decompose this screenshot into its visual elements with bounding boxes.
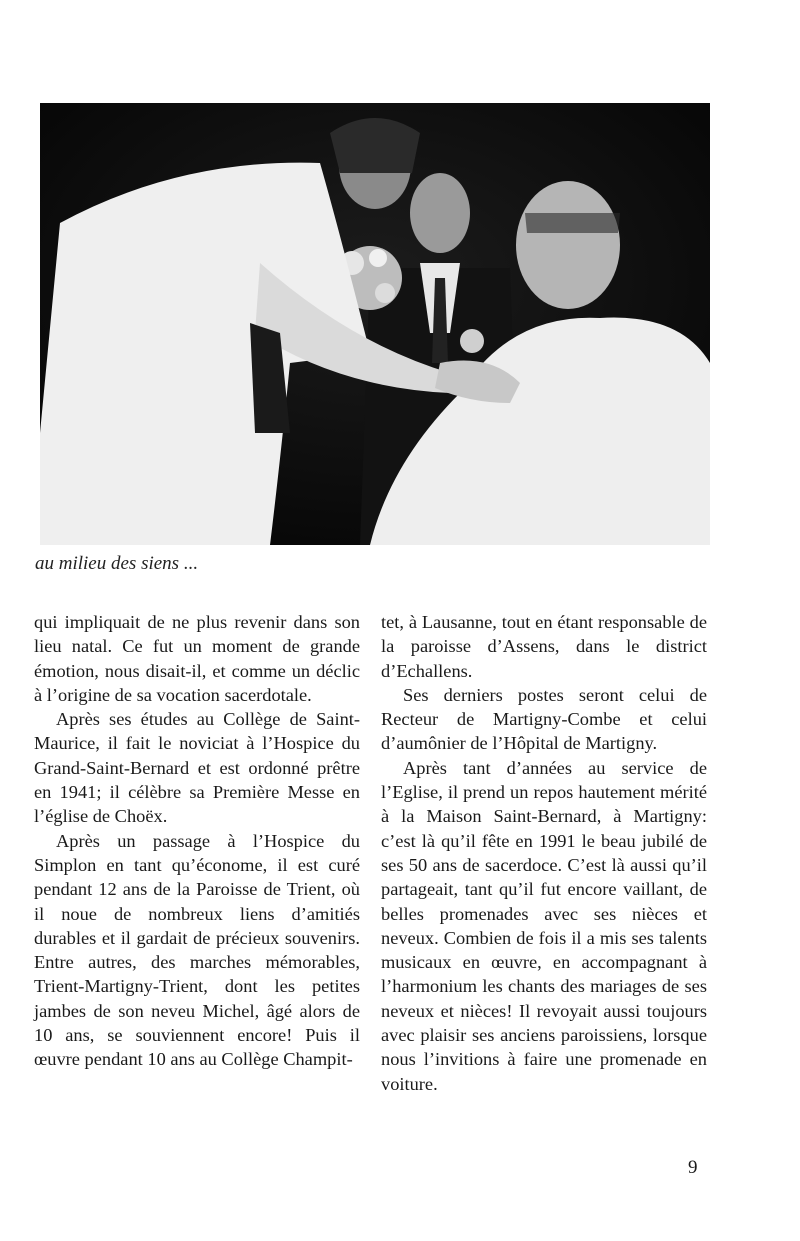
page-number: 9 bbox=[688, 1157, 698, 1178]
paragraph: Après un passage à l’Hospice du Simplon en tant qu’économe, il est curé pendant 12 ans de la Paroisse de Trient, où il noue de nombreux liens d’amitiés durables et il gardait de précieux souvenirs. Entre autres, des marches mémorables, Trient-Martigny-Trient, dont les petites jambes de son neveu Michel, âgé alors de 10 ans, se souviennent encore! Puis il œuvre pendant 10 ans au Collège Champit- bbox=[34, 830, 360, 1070]
photo bbox=[40, 103, 710, 545]
left-column bbox=[34, 610, 360, 1072]
photo-caption: au milieu des siens ... bbox=[35, 553, 199, 574]
paragraph: Après ses études au Collège de Saint-Maurice, il fait le noviciat à l’Hospice du Grand-Saint-Bernard et est ordonné prêtre en 1941; il célèbre sa Première Messe en l’église de Choëx. bbox=[34, 709, 360, 827]
right-column bbox=[381, 610, 707, 1096]
paragraph: qui impliquait de ne plus revenir dans son lieu natal. Ce fut un moment de grande émotion, nous disait-il, et comme un déclic à l’origine de sa vocation sacerdotale. bbox=[34, 612, 360, 705]
photo-icon bbox=[40, 103, 710, 545]
paragraph: Après tant d’années au service de l’Eglise, il prend un repos hautement mérité à la Maison Saint-Bernard, à Martigny: c’est là qu’il fête en 1991 le beau jubilé de ses 50 ans de sacerdoce. C’est là aussi qu’il partageait, tant qu’il fut encore vaillant, de belles promenades avec ses nièces et neveux. Combien de fois il a mis ses talents musicaux en œuvre, en accompagnant à l’harmonium les chants des mariages de ses neveux et nièces! Il revoyait aussi toujours avec plaisir ses anciens paroissiens, lorsque nous l’invitions à faire une promenade en voiture. bbox=[381, 757, 707, 1094]
paragraph: Ses derniers postes seront celui de Recteur de Martigny-Combe et celui d’aumônier de l’Hôpital de Martigny. bbox=[381, 684, 707, 754]
paragraph: tet, à Lausanne, tout en étant responsable de la paroisse d’Assens, dans le district d’Echallens. bbox=[381, 612, 707, 681]
